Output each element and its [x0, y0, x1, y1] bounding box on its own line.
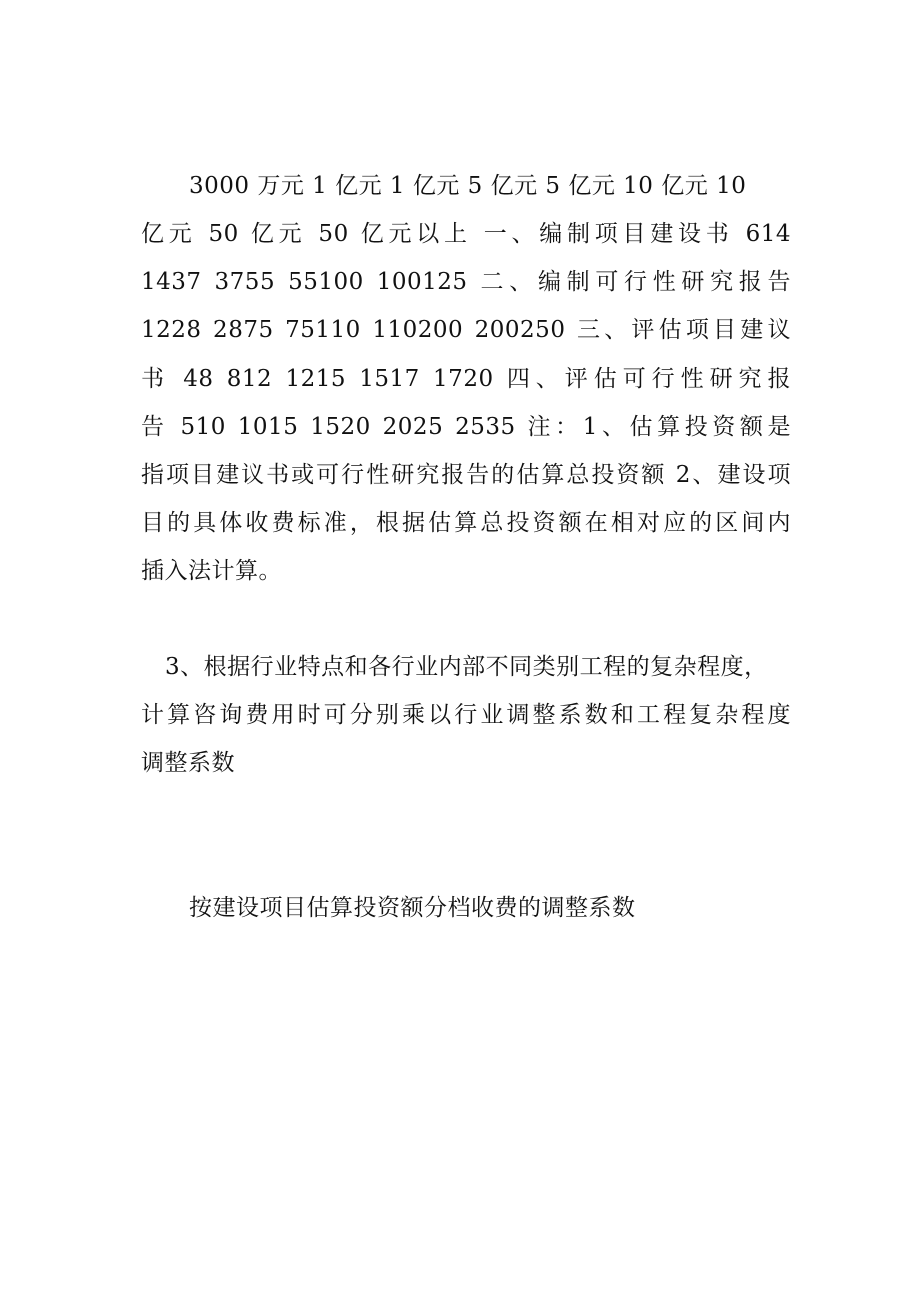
paragraph1-line-2: 亿元 50 亿元 50 亿元以上 一、编制项目建设书 614: [141, 221, 791, 247]
paragraph1-line-4: 1228 2875 75110 110200 200250 三、评估项目建议: [141, 317, 791, 343]
paragraph1-line-6: 告 510 1015 1520 2025 2535 注：1、估算投资额是: [141, 414, 791, 440]
paragraph1-line-8: 目的具体收费标准，根据估算总投资额在相对应的区间内: [141, 510, 791, 536]
paragraph2-line-2: 计算咨询费用时可分别乘以行业调整系数和工程复杂程度: [141, 702, 791, 728]
paragraph1-line-1: 3000 万元 1 亿元 1 亿元 5 亿元 5 亿元 10 亿元 10: [189, 173, 747, 199]
section-heading: 按建设项目估算投资额分档收费的调整系数: [189, 895, 636, 921]
paragraph1-line-7: 指项目建议书或可行性研究报告的估算总投资额 2、建设项: [141, 462, 791, 488]
paragraph1-line-3: 1437 3755 55100 100125 二、编制可行性研究报告: [141, 269, 791, 295]
paragraph1-line-5: 书 48 812 1215 1517 1720 四、评估可行性研究报: [141, 366, 791, 392]
paragraph2-line-3: 调整系数: [141, 750, 235, 776]
paragraph1-line-9: 插入法计算。: [141, 558, 282, 584]
paragraph2-line-1: 3、根据行业特点和各行业内部不同类别工程的复杂程度，: [165, 654, 768, 680]
